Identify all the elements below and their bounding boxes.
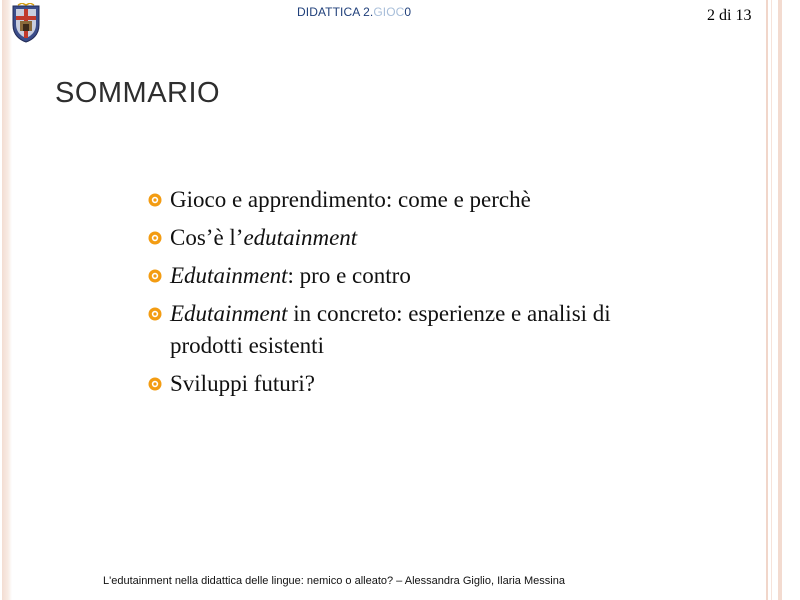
bullet-text: Edutainment bbox=[170, 301, 288, 326]
bullet-item bbox=[148, 181, 688, 219]
orange-bullet-icon bbox=[148, 377, 162, 391]
bullet-text: Gioco e apprendimento: come e perchè bbox=[170, 187, 531, 212]
right-border-line bbox=[771, 0, 772, 600]
header-title-highlight: GIOC bbox=[373, 5, 405, 19]
bullet-text: Cos’è l’ bbox=[170, 225, 244, 250]
orange-bullet-icon bbox=[148, 307, 162, 321]
university-crest-icon bbox=[10, 3, 42, 43]
right-border-line bbox=[766, 0, 768, 600]
bullet-item bbox=[148, 219, 688, 257]
bullet-item bbox=[148, 365, 688, 403]
bullet-item bbox=[148, 295, 688, 365]
slide-title: SOMMARIO bbox=[55, 77, 221, 109]
header-title-suffix: 0 bbox=[404, 5, 412, 19]
header-title bbox=[297, 5, 411, 19]
orange-bullet-icon bbox=[148, 193, 162, 207]
right-border-line bbox=[778, 0, 782, 600]
left-border-decoration bbox=[2, 0, 12, 600]
orange-bullet-icon bbox=[148, 269, 162, 283]
bullet-text: edutainment bbox=[243, 225, 358, 250]
page-number: 2 di 13 bbox=[707, 7, 752, 24]
bullet-text: Sviluppi futuri? bbox=[170, 371, 316, 396]
orange-bullet-icon bbox=[148, 231, 162, 245]
bullet-item bbox=[148, 257, 688, 295]
footer-caption: L'edutainment nella didattica delle lingue: nemico o alleato? – Alessandra Giglio, Ilaria Messina bbox=[103, 575, 565, 587]
bullet-text: in concreto: esperienze e analisi di prodotti esistenti bbox=[170, 301, 611, 358]
bullet-list bbox=[148, 181, 688, 403]
bullet-text: Edutainment bbox=[170, 263, 288, 288]
header-title-prefix: DIDATTICA 2. bbox=[297, 5, 374, 19]
bullet-text: : pro e contro bbox=[287, 263, 411, 288]
